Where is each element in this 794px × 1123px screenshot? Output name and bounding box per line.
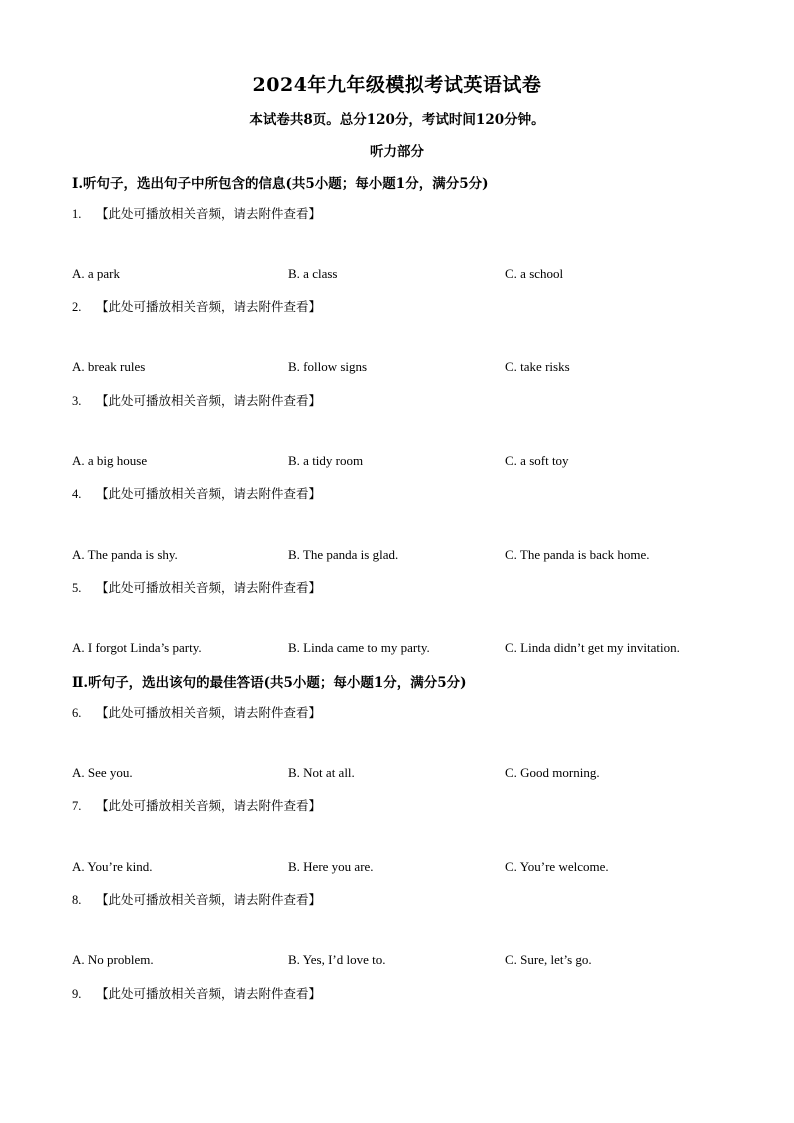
- option-c[interactable]: C. Sure, let’s go.: [505, 952, 592, 967]
- option-b[interactable]: B. Not at all.: [288, 765, 355, 780]
- option-b[interactable]: B. a class: [288, 266, 338, 281]
- option-a[interactable]: A. I forgot Linda’s party.: [72, 640, 202, 655]
- exam-subtitle: 本试卷共8页。总分120分，考试时间120分钟。: [249, 112, 545, 128]
- question-5: [72, 578, 321, 596]
- audio-placeholder[interactable]: 【此处可播放相关音频，请去附件查看】: [96, 580, 322, 595]
- option-b[interactable]: B. follow signs: [288, 359, 368, 374]
- question-number: 2.: [72, 300, 82, 314]
- audio-placeholder[interactable]: 【此处可播放相关音频，请去附件查看】: [96, 206, 322, 221]
- option-b[interactable]: B. The panda is glad.: [288, 547, 399, 562]
- audio-placeholder[interactable]: 【此处可播放相关音频，请去附件查看】: [96, 892, 322, 907]
- option-a[interactable]: A. You’re kind.: [72, 859, 153, 874]
- question-number: 5.: [72, 581, 82, 595]
- audio-placeholder[interactable]: 【此处可播放相关音频，请去附件查看】: [96, 486, 322, 501]
- option-c[interactable]: C. a school: [505, 266, 564, 281]
- question-6: [72, 703, 321, 721]
- audio-placeholder[interactable]: 【此处可播放相关音频，请去附件查看】: [96, 798, 322, 813]
- section-1-heading: Ⅰ.听句子，选出句子中所包含的信息(共5小题；每小题1分，满分5分): [72, 176, 489, 192]
- option-c[interactable]: C. You’re welcome.: [505, 859, 609, 874]
- question-number: 8.: [72, 893, 82, 907]
- question-number: 9.: [72, 987, 82, 1001]
- question-number: 1.: [72, 207, 82, 221]
- option-b[interactable]: B. a tidy room: [288, 453, 364, 468]
- question-6-options: [72, 765, 732, 783]
- option-c[interactable]: C. Good morning.: [505, 765, 600, 780]
- question-1-options: [72, 266, 732, 284]
- option-b[interactable]: B. Linda came to my party.: [288, 640, 430, 655]
- question-number: 3.: [72, 394, 82, 408]
- question-4: [72, 484, 321, 502]
- option-a[interactable]: A. No problem.: [72, 952, 154, 967]
- question-9: [72, 984, 321, 1002]
- option-a[interactable]: A. a big house: [72, 453, 148, 468]
- question-number: 7.: [72, 799, 82, 813]
- question-8-options: [72, 952, 732, 970]
- question-7-options: [72, 859, 732, 877]
- option-a[interactable]: A. See you.: [72, 765, 133, 780]
- option-c[interactable]: C. Linda didn’t get my invitation.: [505, 640, 680, 655]
- exam-title: 2024年九年级模拟考试英语试卷: [252, 74, 542, 96]
- question-number: 4.: [72, 487, 82, 501]
- option-a[interactable]: A. break rules: [72, 359, 146, 374]
- option-a[interactable]: A. The panda is shy.: [72, 547, 178, 562]
- question-1: [72, 204, 321, 222]
- question-3-options: [72, 453, 732, 471]
- option-b[interactable]: B. Here you are.: [288, 859, 374, 874]
- section-2-heading: Ⅱ.听句子，选出该句的最佳答语(共5小题；每小题1分，满分5分): [72, 675, 467, 691]
- question-2-options: [72, 359, 732, 377]
- option-b[interactable]: B. Yes, I’d love to.: [288, 952, 386, 967]
- question-7: [72, 796, 321, 814]
- audio-placeholder[interactable]: 【此处可播放相关音频，请去附件查看】: [96, 705, 322, 720]
- audio-placeholder[interactable]: 【此处可播放相关音频，请去附件查看】: [96, 393, 322, 408]
- question-number: 6.: [72, 706, 82, 720]
- option-c[interactable]: C. The panda is back home.: [505, 547, 650, 562]
- question-4-options: [72, 547, 732, 565]
- question-5-options: [72, 640, 732, 658]
- question-3: [72, 391, 321, 409]
- question-8: [72, 890, 321, 908]
- part-title: 听力部分: [370, 144, 424, 160]
- option-c[interactable]: C. take risks: [505, 359, 570, 374]
- audio-placeholder[interactable]: 【此处可播放相关音频，请去附件查看】: [96, 299, 322, 314]
- audio-placeholder[interactable]: 【此处可播放相关音频，请去附件查看】: [96, 986, 322, 1001]
- option-a[interactable]: A. a park: [72, 266, 121, 281]
- option-c[interactable]: C. a soft toy: [505, 453, 569, 468]
- question-2: [72, 297, 321, 315]
